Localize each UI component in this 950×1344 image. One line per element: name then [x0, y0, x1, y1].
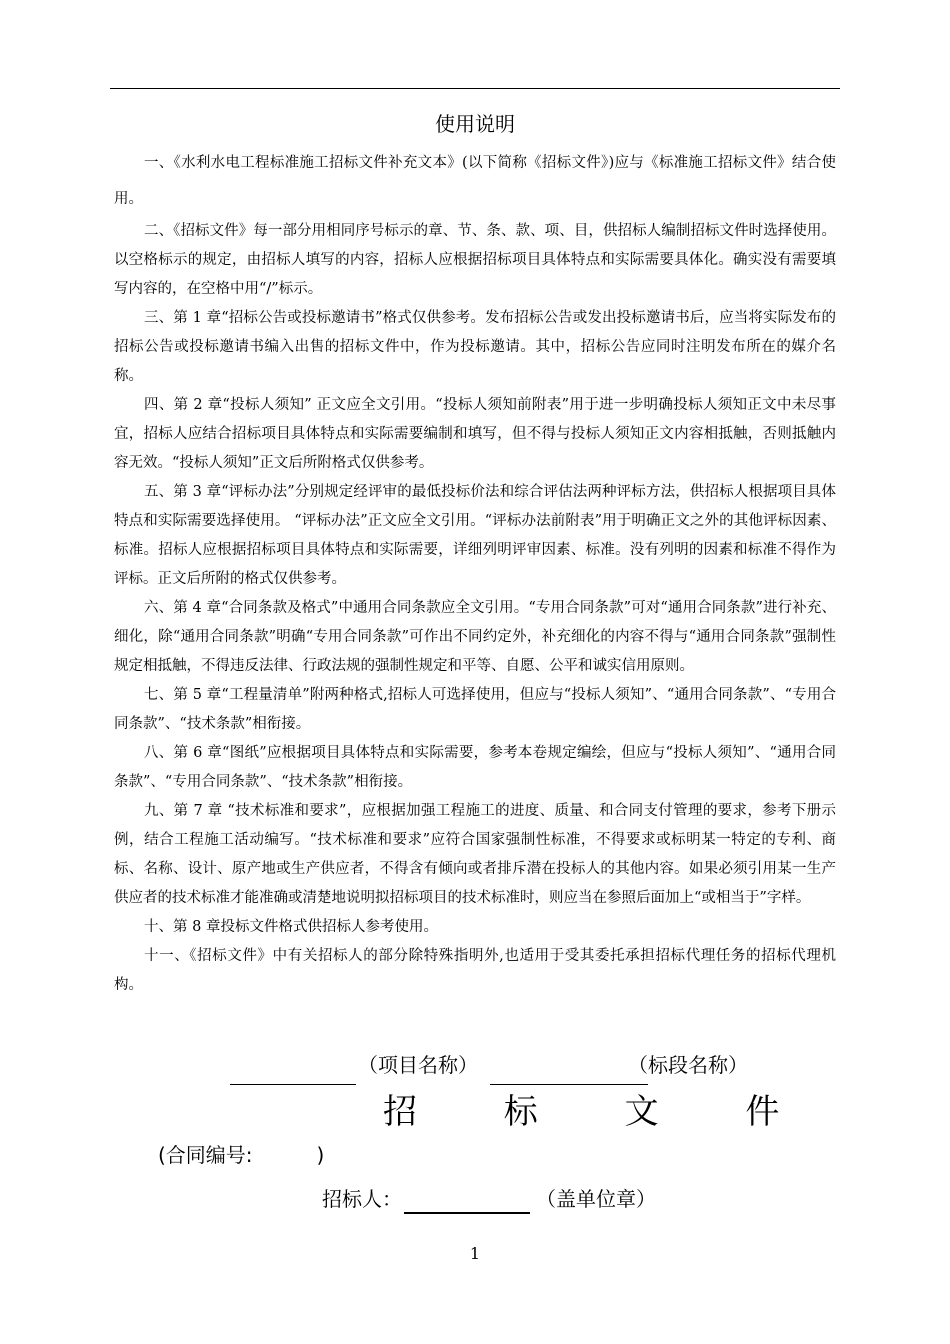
paragraph-8: 八、第 6 章“图纸”应根据项目具体特点和实际需要，参考本卷规定编绘，但应与“投标人须知”、“通用合同条款”、“专用合同条款”、“技术条款”相衔接。	[114, 745, 836, 790]
paragraph-11: 十一、《招标文件》中有关招标人的部分除特殊指明外,也适用于受其委托承担招标代理任务的招标代理机构。	[114, 948, 836, 993]
contract-number-close: )	[316, 1143, 325, 1167]
paragraph-4: 四、第 2 章“投标人须知” 正文应全文引用。“投标人须知前附表”用于进一步明确投标人须知正文中未尽事宜，招标人应结合招标项目具体特点和实际需要编制和填写，但不得与投标人须知正文内容相抵触，否则抵触内容无效。“投标人须知”正文后所附格式仅供参考。	[114, 397, 836, 471]
section-name-blank	[490, 1084, 648, 1085]
paragraph-10: 十、第 8 章投标文件格式供招标人参考使用。	[144, 919, 438, 935]
paragraph-6: 六、第 4 章“合同条款及格式”中通用合同条款应全文引用。“专用合同条款”可对“通用合同条款”进行补充、细化，除“通用合同条款”明确“专用合同条款”可作出不同约定外，补充细化的内容不得与“通用合同条款”强制性规定相抵触，不得违反法律、行政法规的强制性规定和平等、自愿、公平和诚实信用原则。	[114, 600, 836, 674]
paragraph-7: 七、第 5 章“工程量清单”附两种格式,招标人可选择使用，但应与“投标人须知”、“通用合同条款”、“专用合同条款”、“技术条款”相衔接。	[114, 687, 836, 732]
header-rule	[110, 88, 840, 89]
document-title: 招 标 文 件	[383, 1092, 818, 1132]
page-title: 使用说明	[435, 112, 515, 136]
section-name-label: （标段名称）	[628, 1053, 748, 1077]
seal-label: （盖单位章）	[536, 1187, 656, 1211]
paragraph-5: 五、第 3 章“评标办法”分别规定经评审的最低投标价法和综合评估法两种评标方法，供招标人根据项目具体特点和实际需要选择使用。 “评标办法”正文应全文引用。“评标办法前附表”用于明确正文之外的其他评标因素、标准。招标人应根据招标项目具体特点和实际需要，详细列明评审因素、标准。没有列明的因素和标准不得作为评标。正文后所附的格式仅供参考。	[114, 484, 836, 587]
page-number: 1	[469, 1244, 481, 1263]
tenderer-blank	[404, 1188, 530, 1214]
project-line	[0, 1050, 950, 1090]
contract-number	[158, 1140, 324, 1170]
paragraph-9: 九、第 7 章 “技术标准和要求”，应根据加强工程施工的进度、质量、和合同支付管理的要求，参考下册示例，结合工程施工活动编写。“技术标准和要求”应符合国家强制性标准，不得要求或标明某一特定的专利、商标、名称、设计、原产地或生产供应者，不得含有倾向或者排斥潜在投标人的其他内容。如果必须引用某一生产供应者的技术标准才能准确或清楚地说明拟招标项目的技术标准时，则应当在参照后面加上“或相当于”字样。	[114, 803, 836, 906]
paragraph-2: 二、《招标文件》每一部分用相同序号标示的章、节、条、款、项、目，供招标人编制招标文件时选择使用。以空格标示的规定，由招标人填写的内容，招标人应根据招标项目具体特点和实际需要具体化。确实没有需要填写内容的，在空格中用“/”标示。	[114, 223, 836, 297]
project-name-label: （项目名称）	[358, 1053, 478, 1077]
contract-number-label: (合同编号:	[158, 1143, 253, 1167]
tenderer-line	[322, 1184, 656, 1214]
project-name-blank	[230, 1084, 356, 1085]
tenderer-label: 招标人：	[322, 1187, 402, 1211]
paragraph-1: 一、《水利水电工程标准施工招标文件补充文本》(以下简称《招标文件》)应与《标准施工招标文件》结合使用。	[114, 155, 836, 207]
instructions-body	[114, 145, 836, 1000]
paragraph-3: 三、第 1 章“招标公告或投标邀请书”格式仅供参考。发布招标公告或发出投标邀请书后，应当将实际发布的招标公告或投标邀请书编入出售的招标文件中，作为投标邀请。其中，招标公告应同时注明发布所在的媒介名称。	[114, 310, 836, 384]
